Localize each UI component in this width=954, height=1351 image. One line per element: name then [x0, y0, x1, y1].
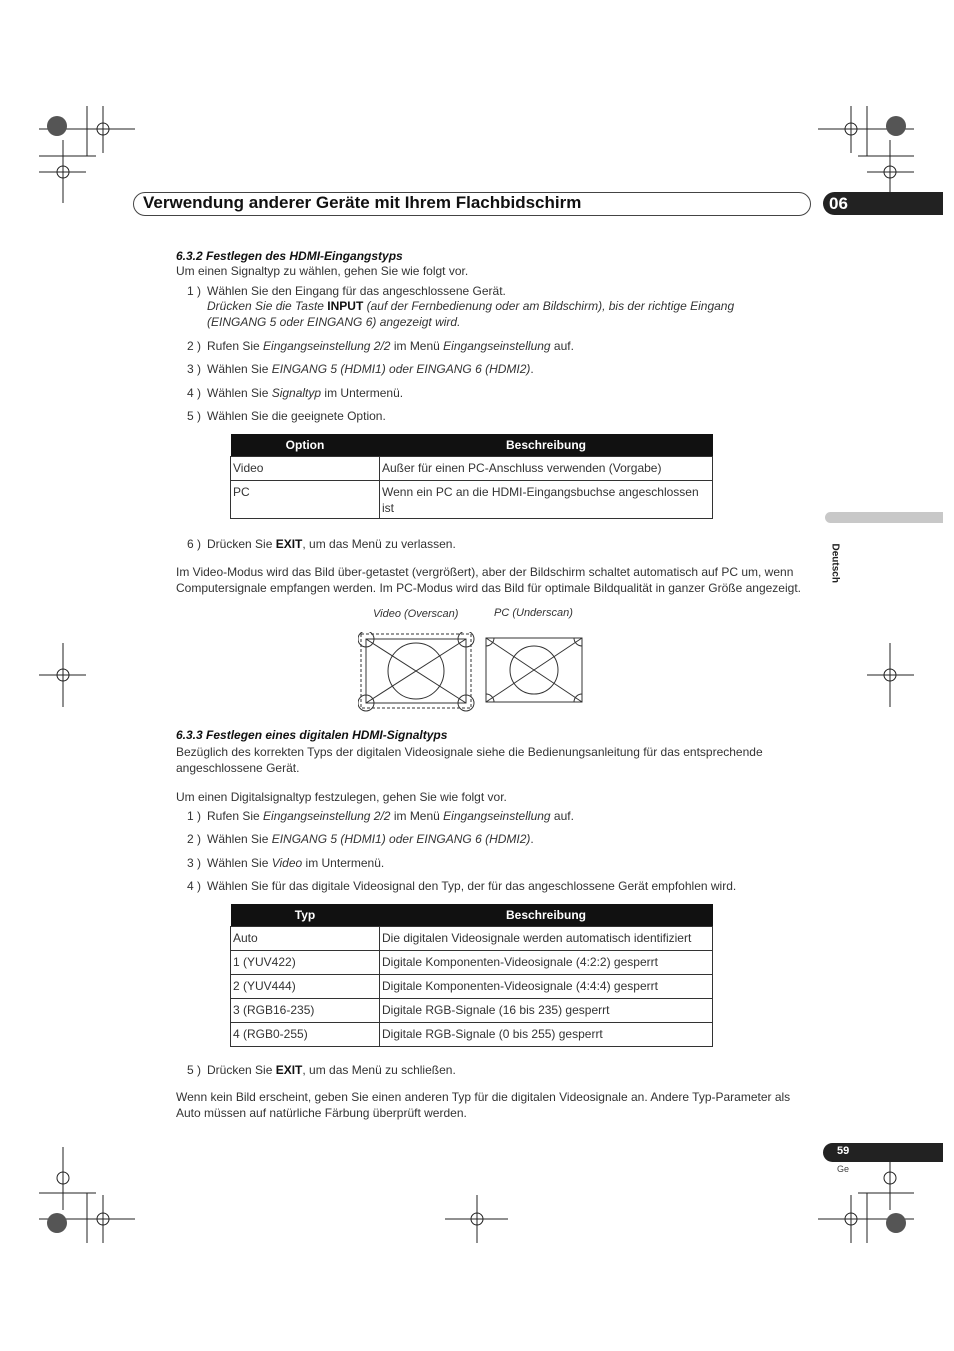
figure-caption-video: Video (Overscan)	[373, 608, 459, 620]
chapter-number: 06	[829, 194, 848, 213]
overscan-underscan-figure	[358, 632, 588, 712]
step-item: 3 ) Wählen Sie EINGANG 5 (HDMI1) oder EINGANG 6 (HDMI2).	[187, 362, 534, 376]
table-row: 2 (YUV444) Digitale Komponenten-Videosignale (4:4:4) gesperrt	[231, 975, 713, 999]
table-row: 4 (RGB0-255) Digitale RGB-Signale (0 bis 255) gesperrt	[231, 1023, 713, 1047]
table-row: 3 (RGB16-235) Digitale RGB-Signale (16 bis 235) gesperrt	[231, 999, 713, 1023]
table-row: PC Wenn ein PC an die HDMI-Eingangsbuchse angeschlossen ist	[231, 481, 713, 519]
table-row: Video Außer für einen PC-Anschluss verwenden (Vorgabe)	[231, 457, 713, 481]
section-note: Wenn kein Bild erscheint, geben Sie einen anderen Typ für die digitalen Videosignale an. Andere Typ-Parameter als Auto müssen auf natürliche Färbung überprüft werden.	[176, 1090, 791, 1120]
table-header: Beschreibung	[380, 434, 713, 457]
language-tab	[825, 512, 943, 523]
step-item: 1 ) Rufen Sie Eingangseinstellung 2/2 im Menü Eingangseinstellung auf.	[187, 809, 574, 823]
step-item: 4 ) Wählen Sie für das digitale Videosignal den Typ, der für das angeschlossene Gerät empfohlen wird.	[187, 879, 737, 893]
page-number: 59	[837, 1145, 850, 1157]
step-item: 1 ) Wählen Sie den Eingang für das angeschlossene Gerät.	[187, 284, 506, 298]
table-row: 1 (YUV422) Digitale Komponenten-Videosignale (4:2:2) gesperrt	[231, 951, 713, 975]
step-item: 5 ) Drücken Sie EXIT, um das Menü zu schließen.	[187, 1063, 456, 1077]
table-row: Auto Die digitalen Videosignale werden automatisch identifiziert	[231, 927, 713, 951]
section-heading: 6.3.3 Festlegen eines digitalen HDMI-Signaltyps	[176, 728, 448, 742]
section-heading: 6.3.2 Festlegen des HDMI-Eingangstyps	[176, 249, 403, 263]
signal-type-table	[230, 904, 713, 1047]
figure-caption-pc: PC (Underscan)	[494, 607, 573, 619]
step-item: 2 ) Wählen Sie EINGANG 5 (HDMI1) oder EINGANG 6 (HDMI2).	[187, 832, 534, 846]
step-item: 5 ) Wählen Sie die geeignete Option.	[187, 409, 386, 423]
step-item: 6 ) Drücken Sie EXIT, um das Menü zu verlassen.	[187, 537, 456, 551]
language-label: Deutsch	[829, 543, 841, 583]
page-title: Verwendung anderer Geräte mit Ihrem Flachbidschirm	[143, 193, 582, 212]
table-header: Option	[231, 434, 380, 457]
page-language-code: Ge	[837, 1164, 850, 1174]
table-header: Typ	[231, 904, 380, 927]
step-subtext: Drücken Sie die Taste INPUT (auf der Fernbedienung oder am Bildschirm), bis der richtige Eingang	[207, 299, 735, 313]
step-subtext: (EINGANG 5 oder EINGANG 6) angezeigt wird.	[207, 315, 461, 329]
step-item: 4 ) Wählen Sie Signaltyp im Untermenü.	[187, 386, 404, 400]
section-intro: Um einen Signaltyp zu wählen, gehen Sie wie folgt vor.	[176, 264, 469, 278]
step-item: 2 ) Rufen Sie Eingangseinstellung 2/2 im Menü Eingangseinstellung auf.	[187, 339, 574, 353]
option-table	[230, 434, 713, 519]
table-header: Beschreibung	[380, 904, 713, 927]
step-item: 3 ) Wählen Sie Video im Untermenü.	[187, 856, 385, 870]
section-intro: Um einen Digitalsignaltyp festzulegen, gehen Sie wie folgt vor.	[176, 790, 507, 804]
section-note: Im Video-Modus wird das Bild über-getastet (vergrößert), aber der Bildschirm schaltet automatisch auf PC um, wenn Computersignale empfangen werden. Im PC-Modus wird das Bild für optimale Bildqualität in ganzer Größe angezeigt.	[176, 565, 801, 595]
section-intro: Bezüglich des korrekten Typs der digitalen Videosignale siehe die Bedienungsanleitung für das entsprechende angeschlossene Gerät.	[176, 745, 763, 775]
